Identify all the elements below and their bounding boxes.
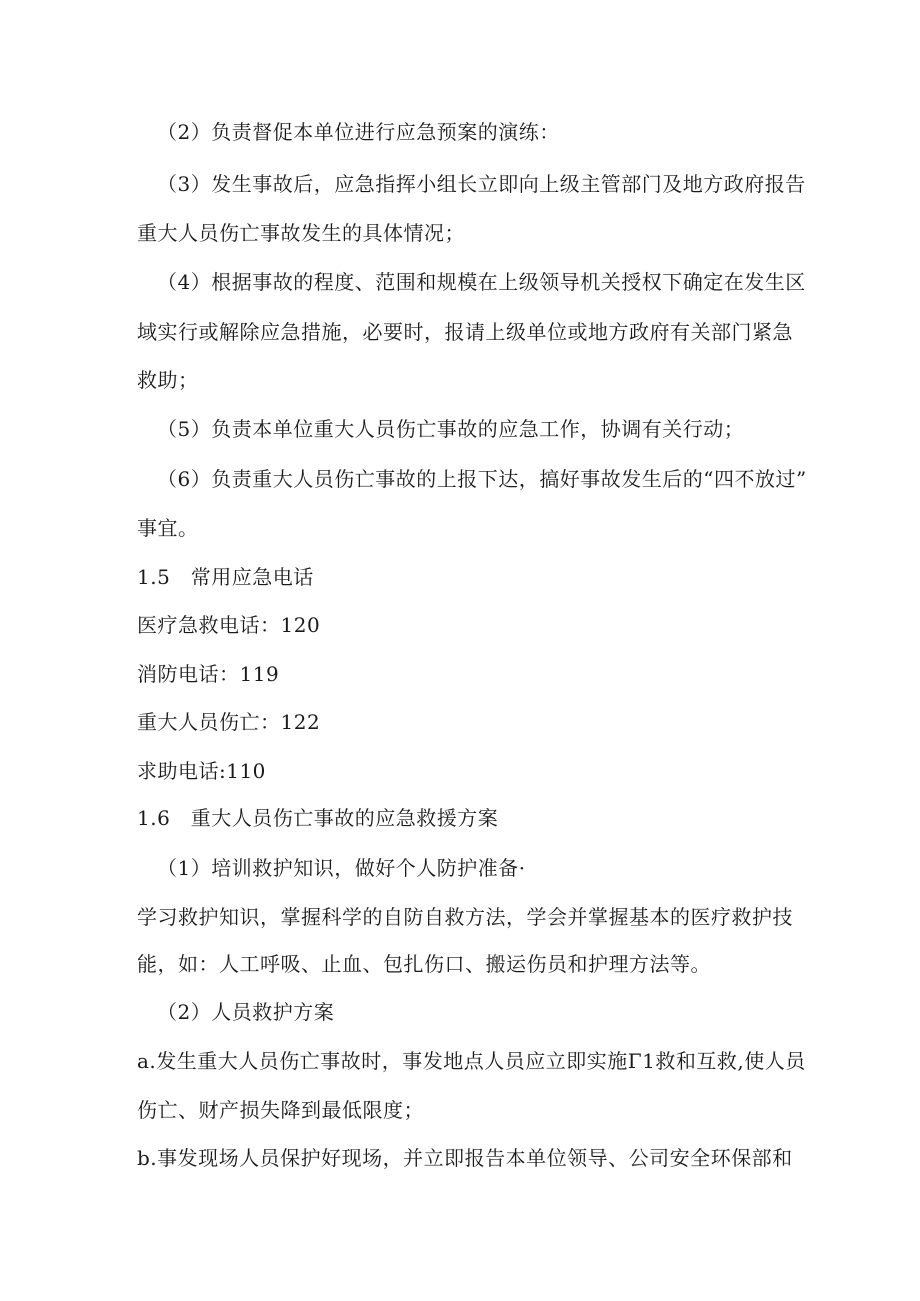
paragraph-line: b.事发现场人员保护好现场，并立即报告本单位领导、公司安全环保部和 [137,1146,793,1170]
phone-entry: 消防电话：119 [137,662,280,686]
paragraph-line: 救助； [137,368,199,392]
section-heading: 1.5 常用应急电话 [137,565,314,589]
paragraph-line: 域实行或解除应急措施，必要时，报请上级单位或地方政府有关部门紧急 [137,320,793,344]
paragraph-line: （3）发生事故后，应急指挥小组长立即向上级主管部门及地方政府报告 [157,172,806,196]
phone-entry: 医疗急救电话：120 [137,613,321,637]
section-heading: 1.6 重大人员伤亡事故的应急救援方案 [137,806,499,830]
paragraph-line: 学习救护知识，掌握科学的自防自救方法，学会并掌握基本的医疗救护技 [137,905,793,929]
paragraph-line: 伤亡、财产损失降到最低限度； [137,1098,424,1122]
paragraph-line: 重大人员伤亡事故发生的具体情况； [137,221,465,245]
phone-entry: 重大人员伤亡：122 [137,710,321,734]
paragraph-line: （5）负责本单位重大人员伤亡事故的应急工作，协调有关行动； [157,417,745,441]
paragraph-line: （4）根据事故的程度、范围和规模在上级领导机关授权下确定在发生区 [157,270,806,294]
paragraph-line: （2）负责督促本单位进行应急预案的演练： [157,120,560,144]
paragraph-line: a.发生重大人员伤亡事故时，事发地点人员应立即实施Γ1救和互救,使人员 [137,1049,806,1073]
paragraph-line: 事宜。 [137,516,199,540]
paragraph-line: 能，如：人工呼吸、止血、包扎伤口、搬运伤员和护理方法等。 [137,952,711,976]
paragraph-line: （1）培训救护知识，做好个人防护准备· [157,856,526,880]
paragraph-line: （6）负责重大人员伤亡事故的上报下达，搞好事故发生后的“四不放过” [157,467,807,491]
paragraph-line: （2）人员救护方案 [157,1000,335,1024]
phone-entry: 求助电话:110 [137,759,266,783]
